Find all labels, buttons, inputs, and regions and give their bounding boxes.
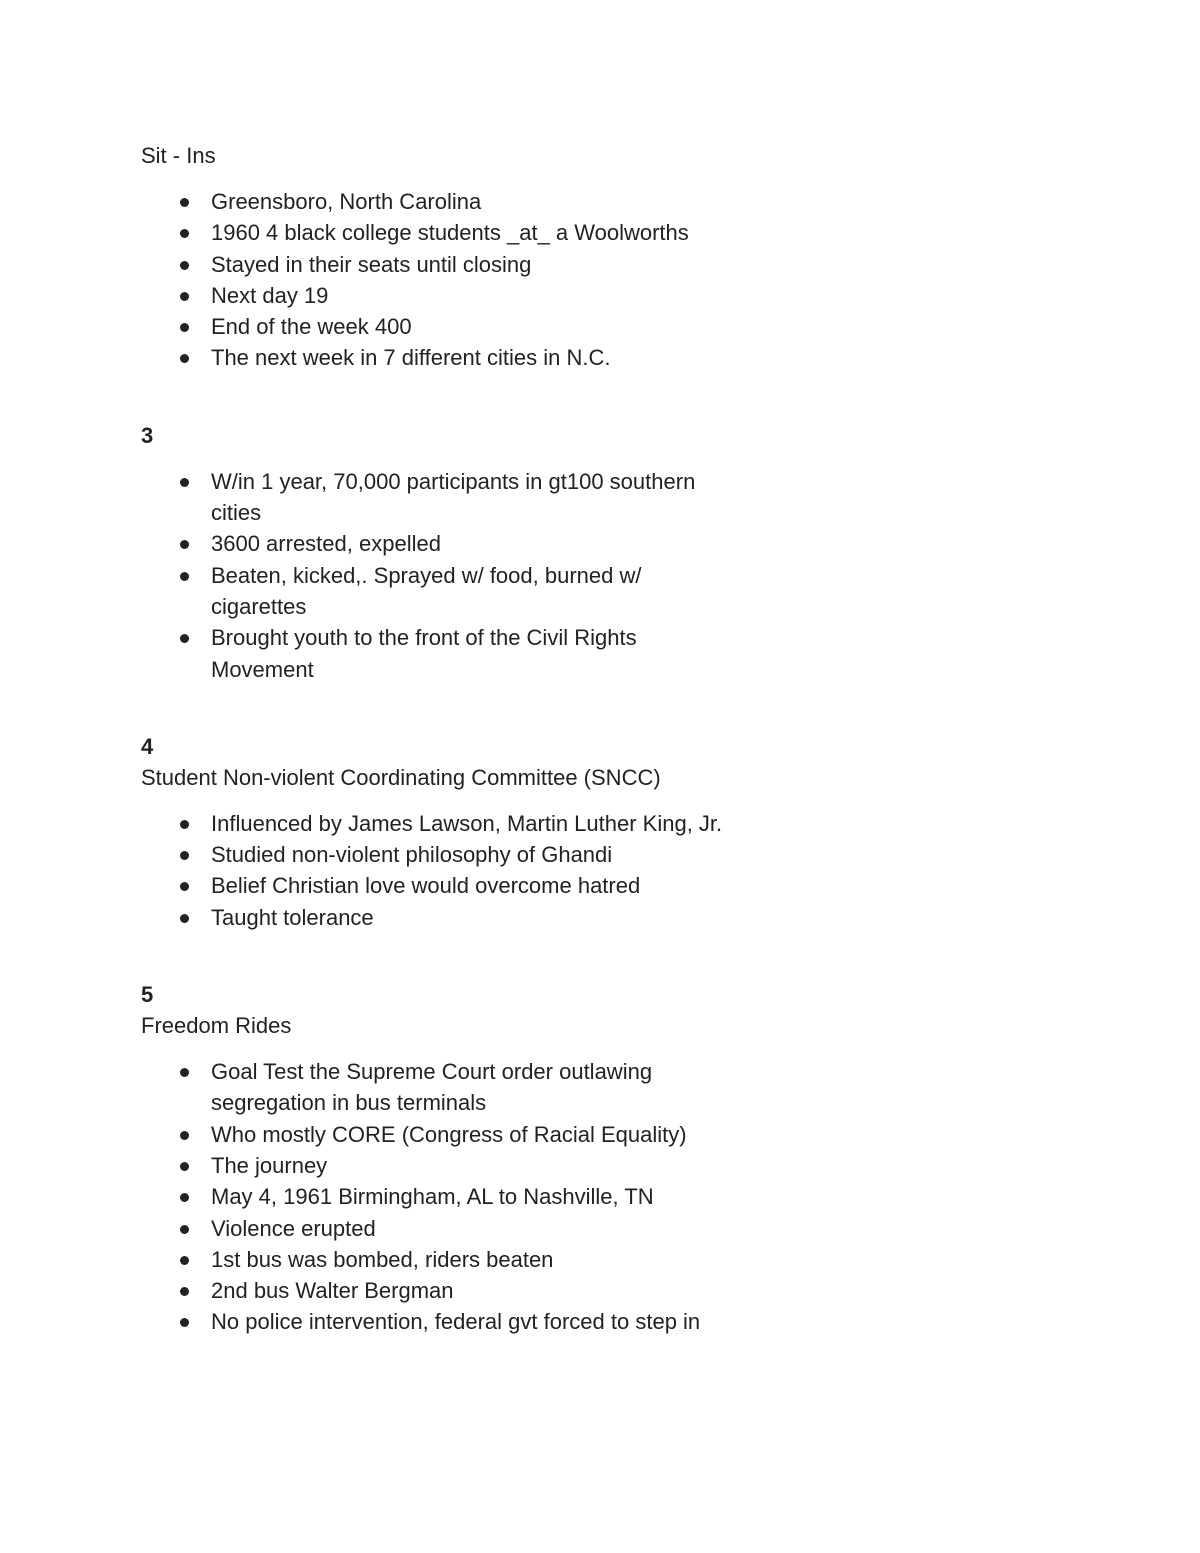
list-item (211, 342, 741, 373)
list-item (211, 1119, 741, 1150)
bullet-icon (180, 198, 189, 207)
list-item-text: Belief Christian love would overcome hatred (211, 873, 641, 899)
bullet-icon (180, 540, 189, 549)
list-item (211, 1275, 741, 1306)
section-title: Sit - Ins (141, 143, 216, 168)
list-item-text: Stayed in their seats until closing (211, 251, 532, 277)
list-item-text: The journey (211, 1152, 328, 1178)
list-item-text: Greensboro, North Carolina (211, 189, 482, 214)
document-page (141, 140, 761, 1338)
list-item (211, 1306, 741, 1337)
bullet-icon (180, 292, 189, 301)
bullet-icon (180, 572, 189, 581)
bullet-icon (180, 914, 189, 923)
bullet-icon (180, 851, 189, 860)
list-item-text: Goal Test the Supreme Court order outlawing segregation in bus terminals (211, 1059, 653, 1116)
list-item (211, 808, 741, 839)
bullet-icon (180, 1225, 189, 1234)
section-5-freedom-rides (141, 979, 761, 1338)
section-number: 3 (141, 422, 154, 448)
section-title: Freedom Rides (141, 1013, 292, 1039)
list-item-text: 2nd bus Walter Bergman (211, 1278, 454, 1304)
bullet-icon (180, 354, 189, 363)
list-item (211, 186, 741, 217)
list-item-text: Brought youth to the front of the Civil Rights Movement (211, 625, 637, 682)
bullet-icon (180, 1256, 189, 1265)
section-4-sncc (141, 731, 761, 933)
bullet-icon (180, 1131, 189, 1140)
list-item-text: Influenced by James Lawson, Martin Luther King, Jr. (211, 810, 723, 836)
list-item-text: No police intervention, federal gvt forced to step in (211, 1309, 701, 1335)
list-item (211, 1213, 741, 1244)
bullet-icon (180, 323, 189, 332)
bullet-icon (180, 882, 189, 891)
list-item (211, 1181, 741, 1212)
bullet-icon (180, 1193, 189, 1202)
list-item (211, 622, 741, 685)
section-3 (141, 420, 761, 685)
section-sit-ins (141, 140, 761, 374)
list-item-text: Who mostly CORE (Congress of Racial Equality) (211, 1121, 687, 1147)
list-item-text: May 4, 1961 Birmingham, AL to Nashville, TN (211, 1184, 654, 1210)
list-item-text: Next day 19 (211, 282, 329, 308)
bullet-icon (180, 1162, 189, 1171)
list-item (211, 311, 741, 342)
bullet-icon (180, 1318, 189, 1327)
bullet-list (141, 1056, 761, 1338)
list-item-text: The next week in 7 different cities in N.C. (211, 345, 611, 371)
bullet-icon (180, 1287, 189, 1296)
list-item (211, 902, 741, 933)
list-item (211, 560, 741, 623)
bullet-icon (180, 229, 189, 238)
list-item (211, 466, 741, 529)
section-title: Student Non-violent Coordinating Committee (SNCC) (141, 764, 661, 790)
bullet-icon (180, 634, 189, 643)
list-item (211, 249, 741, 280)
list-item (211, 1244, 741, 1275)
list-item-text: 1st bus was bombed, riders beaten (211, 1246, 554, 1272)
list-item (211, 839, 741, 870)
list-item (211, 528, 741, 559)
list-item-text: Beaten, kicked,. Sprayed w/ food, burned w/ cigarettes (211, 562, 642, 619)
list-item-text: Taught tolerance (211, 904, 374, 930)
section-number: 4 (141, 733, 154, 759)
bullet-list (141, 808, 761, 933)
bullet-icon (180, 478, 189, 487)
list-item-text: Studied non-violent philosophy of Ghandi (211, 842, 613, 868)
bullet-icon (180, 261, 189, 270)
bullet-list (141, 466, 761, 685)
list-item-text: Violence erupted (211, 1215, 376, 1241)
list-item (211, 1056, 741, 1119)
list-item-text: W/in 1 year, 70,000 participants in gt100 southern cities (211, 468, 696, 526)
list-item (211, 217, 741, 248)
list-item-text: End of the week 400 (211, 314, 412, 340)
list-item-text: 3600 arrested, expelled (211, 531, 441, 557)
list-item (211, 870, 741, 901)
list-item-text: 1960 4 black college students _at_ a Woolworths (211, 220, 689, 246)
bullet-icon (180, 820, 189, 829)
section-number: 5 (141, 982, 154, 1008)
bullet-icon (180, 1068, 189, 1077)
list-item (211, 280, 741, 311)
list-item (211, 1150, 741, 1181)
bullet-list (141, 186, 761, 374)
